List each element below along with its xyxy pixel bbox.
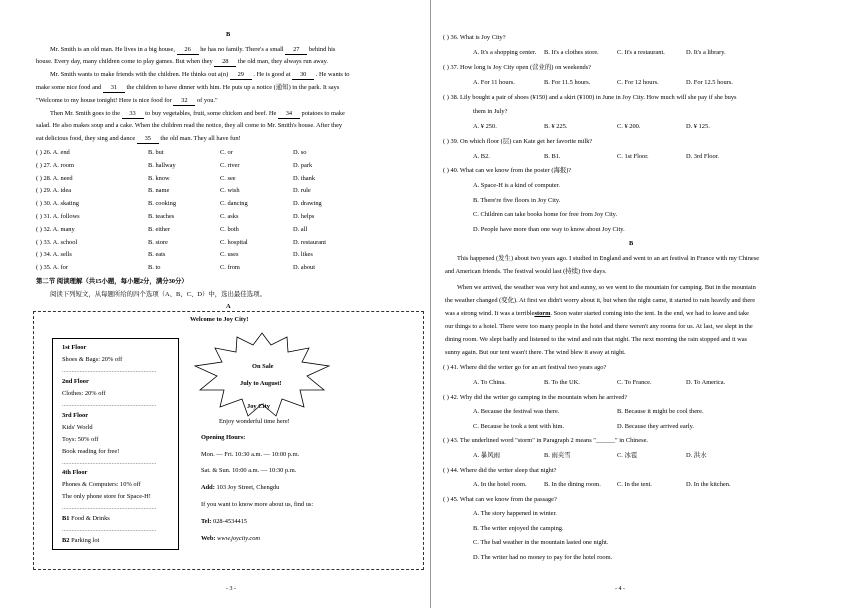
dotted-divider: ...........................................................	[62, 459, 157, 466]
option-choice: D. thank	[293, 174, 316, 182]
blank-27: 27	[285, 46, 307, 55]
answer-option: C. 1st Floor.	[617, 153, 649, 160]
answer-option: A. ¥ 250.	[473, 123, 497, 130]
option-choice: D. about	[293, 264, 316, 272]
option-question-27: ( ) 27. A. room	[36, 161, 74, 169]
option-choice: C. dancing	[220, 200, 248, 208]
option-choice: B. but	[148, 149, 164, 156]
answer-option: B. For 11.5 hours.	[544, 79, 591, 86]
option-choice: B. store	[148, 238, 168, 246]
answer-option: A. Space-H is a kind of computer.	[473, 182, 560, 189]
option-choice: C. wish	[220, 187, 240, 195]
option-choice: B. to	[148, 264, 161, 272]
question-42: ( ) 42. Why did the writer go camping in the mountain when he arrived?	[443, 394, 628, 401]
question-37: ( ) 37. How long is Joy City open (营业的) on weekends?	[443, 64, 592, 71]
answer-option: B. Because it might be cool there.	[617, 408, 704, 415]
option-choice: C. or	[220, 149, 233, 156]
option-choice: B. either	[148, 225, 171, 233]
blank-30: 30	[292, 71, 314, 80]
answer-option: A. To China.	[473, 379, 506, 386]
passage-line: dining room. We slept badly and listened to the wind and rain that night. The next morning the rain stopped and it was	[445, 336, 748, 343]
option-choice: D. likes	[293, 251, 313, 259]
option-choice: C. river	[220, 161, 240, 169]
option-choice: B. know	[148, 174, 170, 182]
answer-option: D. To America.	[686, 379, 726, 386]
answer-option: C. It's a restaurant.	[617, 49, 665, 56]
option-question-34: ( ) 34. A. sells	[36, 251, 72, 259]
question-41: ( ) 41. Where did the writer go for an art festival two years ago?	[443, 364, 607, 371]
cloze-paragraph-line: Then Mr. Smith goes to the 33 to buy vegetables, fruit, some chicken and beef. He 34 potatoes to make	[50, 110, 345, 117]
joy-city-label: Joy City	[247, 403, 270, 410]
page-number: - 3 -	[226, 586, 236, 592]
floor-1-heading: 1st Floor	[62, 344, 87, 351]
answer-option: A. It's a shopping center.	[473, 49, 537, 56]
floor-b2: B2 Parking lot	[62, 537, 100, 544]
answer-option: B. In the dining room.	[544, 481, 601, 488]
option-choice: C. uses	[220, 251, 239, 259]
answer-option: B. ¥ 225.	[544, 123, 568, 130]
answer-option: A. Because the festival was there.	[473, 408, 560, 415]
blank-29: 29	[230, 71, 252, 80]
cloze-paragraph-line: make some nice food and 31 the children to have dinner with him. He puts up a notice (通知) in the park. It says	[36, 84, 340, 91]
blank-34: 34	[278, 110, 300, 119]
address: Add: 103 Joy Street, Chengdu	[201, 484, 280, 491]
question-39: ( ) 39. On which floor (层) can Kate get her favorite milk?	[443, 138, 593, 145]
option-choice: B. eats	[148, 251, 166, 259]
floor-b1: B1 Food & Drinks	[62, 515, 110, 522]
option-question-35: ( ) 35. A. for	[36, 264, 68, 272]
option-choice: C. hospital	[220, 238, 248, 246]
floor-2-detail: Clothes: 20% off	[62, 390, 106, 397]
section-instructions: 阅读下列短文，从每题所给的四个选项（A、B、C、D）中，选出最佳选项。	[50, 291, 266, 298]
passage-b-heading: B	[629, 240, 634, 247]
answer-option: D. It's a library.	[686, 49, 726, 56]
section-title: 第二节 阅读理解（共15小题，每小题2分，满分30分）	[36, 278, 188, 285]
answer-option: D. The writer had no money to pay for the hotel room.	[473, 553, 613, 561]
blank-32: 32	[173, 97, 195, 106]
website: Web: www.joycity.com	[201, 535, 261, 542]
blank-31: 31	[103, 84, 125, 93]
floor-3-detail: Toys: 50% off	[62, 436, 99, 443]
passage-line: and American friends. The festival would last (持续) five days.	[445, 268, 607, 275]
answer-option: B. 雨夹雪	[544, 452, 571, 459]
option-choice: C. both	[220, 225, 239, 233]
answer-option: C. The bad weather in the mountain lasted one night.	[473, 539, 609, 546]
answer-option: D. 3rd Floor.	[686, 153, 720, 160]
question-40: ( ) 40. What can we know from the poster (海报)?	[443, 167, 572, 174]
option-choice: D. so	[293, 149, 307, 156]
cloze-paragraph-line: salad. He also makes soup and a cake. When the children read the notice, they all come to Mr. Smith's house. After they	[36, 122, 343, 129]
answer-option: C. For 12 hours.	[617, 79, 659, 86]
sale-dates: July to August!	[240, 380, 282, 387]
option-choice: B. teaches	[148, 213, 175, 220]
slogan: Enjoy wonderful time here!	[219, 418, 290, 425]
option-question-32: ( ) 32. A. many	[36, 225, 75, 233]
hours-weekend: Sat. & Sun. 10:00 a.m. — 10:30 p.m.	[201, 467, 297, 474]
floor-3-detail: Kids' World	[62, 424, 93, 431]
answer-option: D. In the kitchen.	[686, 481, 731, 488]
floor-2-heading: 2nd Floor	[62, 378, 89, 385]
answer-option: A. In the hotel room.	[473, 481, 527, 488]
passage-line: our things to a hotel. There were too many people in the hotel and there weren't any rooms for us. At last, we slept in the	[445, 323, 753, 330]
option-choice: C. see	[220, 174, 236, 182]
option-choice: D. park	[293, 161, 313, 169]
answer-option: D. Because they arrived early.	[617, 422, 694, 430]
floor-4-heading: 4th Floor	[62, 469, 88, 476]
contact-note: If you want to know more about us, find us:	[201, 501, 314, 508]
option-question-33: ( ) 33. A. school	[36, 238, 78, 246]
question-38: ( ) 38. Lily bought a pair of shoes (¥150) and a skirt (¥100) in June in Joy City. How much will she pay if she buys	[443, 94, 737, 101]
question-36: ( ) 36. What is Joy City?	[443, 34, 506, 41]
answer-option: D. People have more than one way to know about Joy City.	[473, 225, 625, 233]
option-choice: C. from	[220, 264, 240, 272]
hours-weekday: Mon. — Fri. 10:30 a.m. — 10:00 p.m.	[201, 451, 300, 458]
question-38-cont: them in July?	[473, 108, 508, 115]
blank-28: 28	[214, 58, 236, 67]
cloze-paragraph-line: house. Every day, many children come to play games. But when they 28 the old man, they always run away.	[36, 58, 329, 65]
answer-option: B. The writer enjoyed the camping.	[473, 524, 564, 532]
option-choice: D. rule	[293, 187, 311, 195]
option-question-26: ( ) 26. A. end	[36, 149, 70, 156]
passage-line: was a strong wind. It was a terriblestorm. Soon water started coming into the tent. In the end, we had to leave and take	[445, 310, 750, 317]
sale-label: On Sale	[252, 363, 274, 370]
option-question-30: ( ) 30. A. skating	[36, 200, 79, 208]
answer-option: A. B2.	[473, 153, 490, 160]
option-choice: B. cooking	[148, 200, 177, 208]
blank-26: 26	[177, 46, 199, 55]
cloze-paragraph-line: Mr. Smith is an old man. He lives in a big house, 26 he has no family. There's a small 27 behind his	[50, 46, 336, 53]
dotted-divider: ...........................................................	[62, 526, 157, 533]
option-choice: D. helps	[293, 213, 315, 220]
answer-option: D. 洪水	[686, 452, 707, 459]
option-choice: C. asks	[220, 213, 239, 220]
cloze-paragraph-line: "Welcome to my house tonight! Here is nice food for 32 of you."	[36, 97, 218, 104]
passage-line: the weather changed (变化). At first we didn't worry about it, but when the night came, it started to rain heavily and there	[445, 297, 756, 304]
passage-line: This happened (发生) about two years ago. I studied in England and went to an art festival in France with my Chinese	[457, 255, 760, 262]
option-choice: D. all	[293, 225, 308, 233]
blank-33: 33	[122, 110, 144, 119]
answer-option: C. To France.	[617, 379, 652, 386]
passage-b-heading: B	[226, 31, 231, 38]
answer-option: A. 暴风雨	[473, 452, 500, 459]
passage-line: When we arrived, the weather was very hot and sunny, so we went to the mountain for camping. But in the mountain	[457, 284, 756, 291]
floor-3-detail: Book reading for free!	[62, 448, 120, 455]
cloze-paragraph-line: Mr. Smith wants to make friends with the children. He thinks out a(n) 29 . He is good at 30 . He wants to	[50, 71, 350, 78]
answer-option: B. To the UK.	[544, 379, 580, 386]
dotted-divider: ...........................................................	[62, 367, 157, 374]
answer-option: B. There're five floors in Joy City.	[473, 196, 561, 204]
option-choice: D. drawing	[293, 200, 322, 208]
answer-option: D. ¥ 125.	[686, 123, 710, 130]
option-question-29: ( ) 29. A. idea	[36, 187, 72, 195]
answer-option: B. B1.	[544, 153, 561, 160]
floor-1-detail: Shoes & Bags: 20% off	[62, 356, 123, 363]
answer-option: C. In the tent.	[617, 481, 652, 488]
page-number: - 4 -	[615, 586, 625, 592]
underlined-word-storm: storm	[534, 310, 551, 317]
answer-option: C. Children can take books home for free from Joy City.	[473, 211, 618, 218]
floor-3-heading: 3rd Floor	[62, 412, 89, 419]
option-choice: B. name	[148, 187, 170, 195]
option-question-31: ( ) 31. A. follows	[36, 213, 80, 220]
right-page	[430, 0, 860, 608]
question-43: ( ) 43. The underlined word "storm" in Paragraph 2 means "______" in Chinese.	[443, 437, 649, 444]
hours-heading: Opening Hours:	[201, 434, 246, 441]
option-question-28: ( ) 28. A. need	[36, 174, 73, 182]
answer-option: C. 冰雹	[617, 452, 638, 459]
option-choice: D. restaurant	[293, 238, 327, 246]
answer-option: B. It's a clothes store.	[544, 49, 599, 56]
blank-35: 35	[137, 135, 159, 144]
telephone: Tel: 028-4534415	[201, 518, 248, 525]
answer-option: D. For 12.5 hours.	[686, 79, 733, 86]
poster-title: Welcome to Joy City!	[190, 316, 249, 323]
answer-option: C. Because he took a tent with him.	[473, 422, 565, 430]
question-45: ( ) 45. What can we know from the passage?	[443, 496, 557, 503]
passage-a-heading: A	[226, 303, 231, 310]
floor-4-detail: Phones & Computers: 10% off	[62, 481, 141, 488]
floor-4-detail: The only phone store for Space-H!	[62, 493, 151, 500]
answer-option: A. For 11 hours.	[473, 79, 515, 86]
passage-line: sunny again. But our tent wasn't there. The wind blew it away at night.	[445, 349, 626, 356]
question-44: ( ) 44. Where did the writer sleep that night?	[443, 467, 557, 474]
cloze-paragraph-line: eat delicious food, they sing and dance 35 the old man. They all have fun!	[36, 135, 241, 142]
dotted-divider: ...........................................................	[62, 504, 157, 511]
option-choice: B. hallway	[148, 161, 176, 169]
dotted-divider: ...........................................................	[62, 401, 157, 408]
answer-option: C. ¥ 200.	[617, 123, 641, 130]
answer-option: A. The story happened in winter.	[473, 510, 557, 517]
